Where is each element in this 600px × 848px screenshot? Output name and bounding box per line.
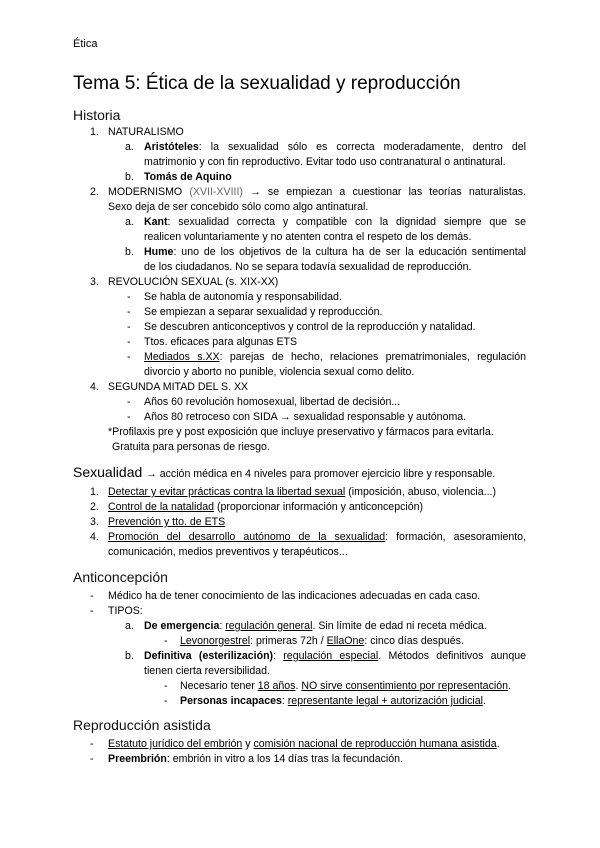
page-title: Tema 5: Ética de la sexualidad y reproducción xyxy=(73,73,461,94)
note: *Profilaxis pre y post exposición que incluye preservativo y fármacos para evitarla. xyxy=(108,426,494,438)
list-item: Aristóteles: la sexualidad sólo es correcta moderadamente, dentro del xyxy=(144,141,526,153)
section-anticoncepcion-heading: Anticoncepción xyxy=(73,569,168,585)
bullet-continuation: divorcio y aborto no punible, violencia sexual como delito. xyxy=(144,366,415,378)
bullet-item: Preembrión: embrión in vitro a los 14 días tras la fecundación. xyxy=(108,753,404,765)
list-letter: a. xyxy=(125,216,134,228)
bullet-item: Estatuto jurídico del embrión y comisión nacional de reproducción humana asistida. xyxy=(108,738,500,750)
list-item-title: NATURALISMO xyxy=(108,126,184,138)
list-item-title: SEGUNDA MITAD DEL S. XX xyxy=(108,381,249,393)
bullet-dash: - xyxy=(127,336,131,348)
bullet-dash: - xyxy=(164,695,168,707)
bullet-dash: - xyxy=(127,306,131,318)
bullet-dash: - xyxy=(127,291,131,303)
list-item-continuation: de los ciudadanos. No se separa todavía sexualidad de reproducción. xyxy=(144,261,472,273)
list-item-continuation: tienen cierta reversibilidad. xyxy=(144,665,271,677)
list-item: Kant: sexualidad correcta y compatible con la dignidad siempre que se xyxy=(144,216,526,228)
section-historia-heading: Historia xyxy=(73,107,121,123)
list-letter: a. xyxy=(125,620,134,632)
list-item: Prevención y tto. de ETS xyxy=(108,516,226,528)
bullet-dash: - xyxy=(90,605,94,617)
list-number: 2. xyxy=(90,501,99,513)
list-item: Detectar y evitar prácticas contra la libertad sexual (imposición, abuso, violencia...) xyxy=(108,486,497,498)
list-number: 1. xyxy=(90,126,99,138)
list-letter: b. xyxy=(125,171,134,183)
list-item: Control de la natalidad (proporcionar información y anticoncepción) xyxy=(108,501,424,513)
bullet-dash: - xyxy=(90,590,94,602)
bullet-item: TIPOS: xyxy=(108,605,143,617)
note-continuation: Gratuita para personas de riesgo. xyxy=(112,441,270,453)
bullet-item: Se descubren anticonceptivos y control de la reproducción y natalidad. xyxy=(144,321,476,333)
list-item: Promoción del desarrollo autónomo de la sexualidad: formación, asesoramiento, xyxy=(108,531,527,543)
bullet-item: Años 60 revolución homosexual, libertad de decisión... xyxy=(144,396,401,408)
bullet-item: Necesario tener 18 años. NO sirve consentimiento por representación. xyxy=(180,680,511,692)
list-item-continuation: realicen voluntariamente y no atenten contra el respeto de los demás. xyxy=(144,231,472,243)
bullet-dash: - xyxy=(90,738,94,750)
list-item-continuation: Sexo deja de ser concebido sólo como algo antinatural. xyxy=(108,201,369,213)
bullet-dash: - xyxy=(164,635,168,647)
bullet-item: Personas incapaces: representante legal + autorización judicial. xyxy=(180,695,486,707)
list-item-continuation: matrimonio y con fin reproductivo. Evitar todo uso contranatural o antinatural. xyxy=(144,156,506,168)
page-header: Ética xyxy=(73,38,98,50)
list-number: 4. xyxy=(90,531,99,543)
list-number: 3. xyxy=(90,516,99,528)
list-letter: b. xyxy=(125,246,134,258)
bullet-dash: - xyxy=(90,753,94,765)
list-number: 1. xyxy=(90,486,99,498)
list-item: MODERNISMO (XVII-XVIII) → se empiezan a cuestionar las teorías naturalistas. xyxy=(108,186,527,198)
bullet-dash: - xyxy=(127,351,131,363)
list-item: De emergencia: regulación general. Sin límite de edad ni receta médica. xyxy=(144,620,487,632)
list-number: 2. xyxy=(90,186,99,198)
bullet-dash: - xyxy=(127,321,131,333)
list-item: Hume: uno de los objetivos de la cultura ha de ser la educación sentimental xyxy=(144,246,526,258)
list-item: Tomás de Aquino xyxy=(144,171,232,183)
bullet-dash: - xyxy=(164,680,168,692)
list-letter: a. xyxy=(125,141,134,153)
list-number: 3. xyxy=(90,276,99,288)
list-letter: b. xyxy=(125,650,134,662)
bullet-item: Médico ha de tener conocimiento de las indicaciones adecuadas en cada caso. xyxy=(108,590,481,602)
list-item-continuation: comunicación, medios preventivos y terapéuticos... xyxy=(108,546,348,558)
list-item-title: REVOLUCIÓN SEXUAL (s. XIX-XX) xyxy=(108,276,279,288)
bullet-item: Se habla de autonomía y responsabilidad. xyxy=(144,291,342,303)
bullet-item: Se empiezan a separar sexualidad y reproducción. xyxy=(144,306,383,318)
list-number: 4. xyxy=(90,381,99,393)
section-sexualidad-heading: Sexualidad → acción médica en 4 niveles para promover ejercicio libre y responsable. xyxy=(73,464,496,480)
bullet-item: Mediados s.XX: parejas de hecho, relaciones prematrimoniales, regulación xyxy=(144,351,526,363)
bullet-dash: - xyxy=(127,411,131,423)
bullet-item: Años 80 retroceso con SIDA → sexualidad responsable y autónoma. xyxy=(144,411,467,423)
bullet-item: Levonorgestrel: primeras 72h / EllaOne: cinco días después. xyxy=(180,635,464,647)
list-item: Definitiva (esterilización): regulación especial. Métodos definitivos aunque xyxy=(144,650,526,662)
bullet-dash: - xyxy=(127,396,131,408)
bullet-item: Ttos. eficaces para algunas ETS xyxy=(144,336,298,348)
section-reproduccion-heading: Reproducción asistida xyxy=(73,717,211,733)
